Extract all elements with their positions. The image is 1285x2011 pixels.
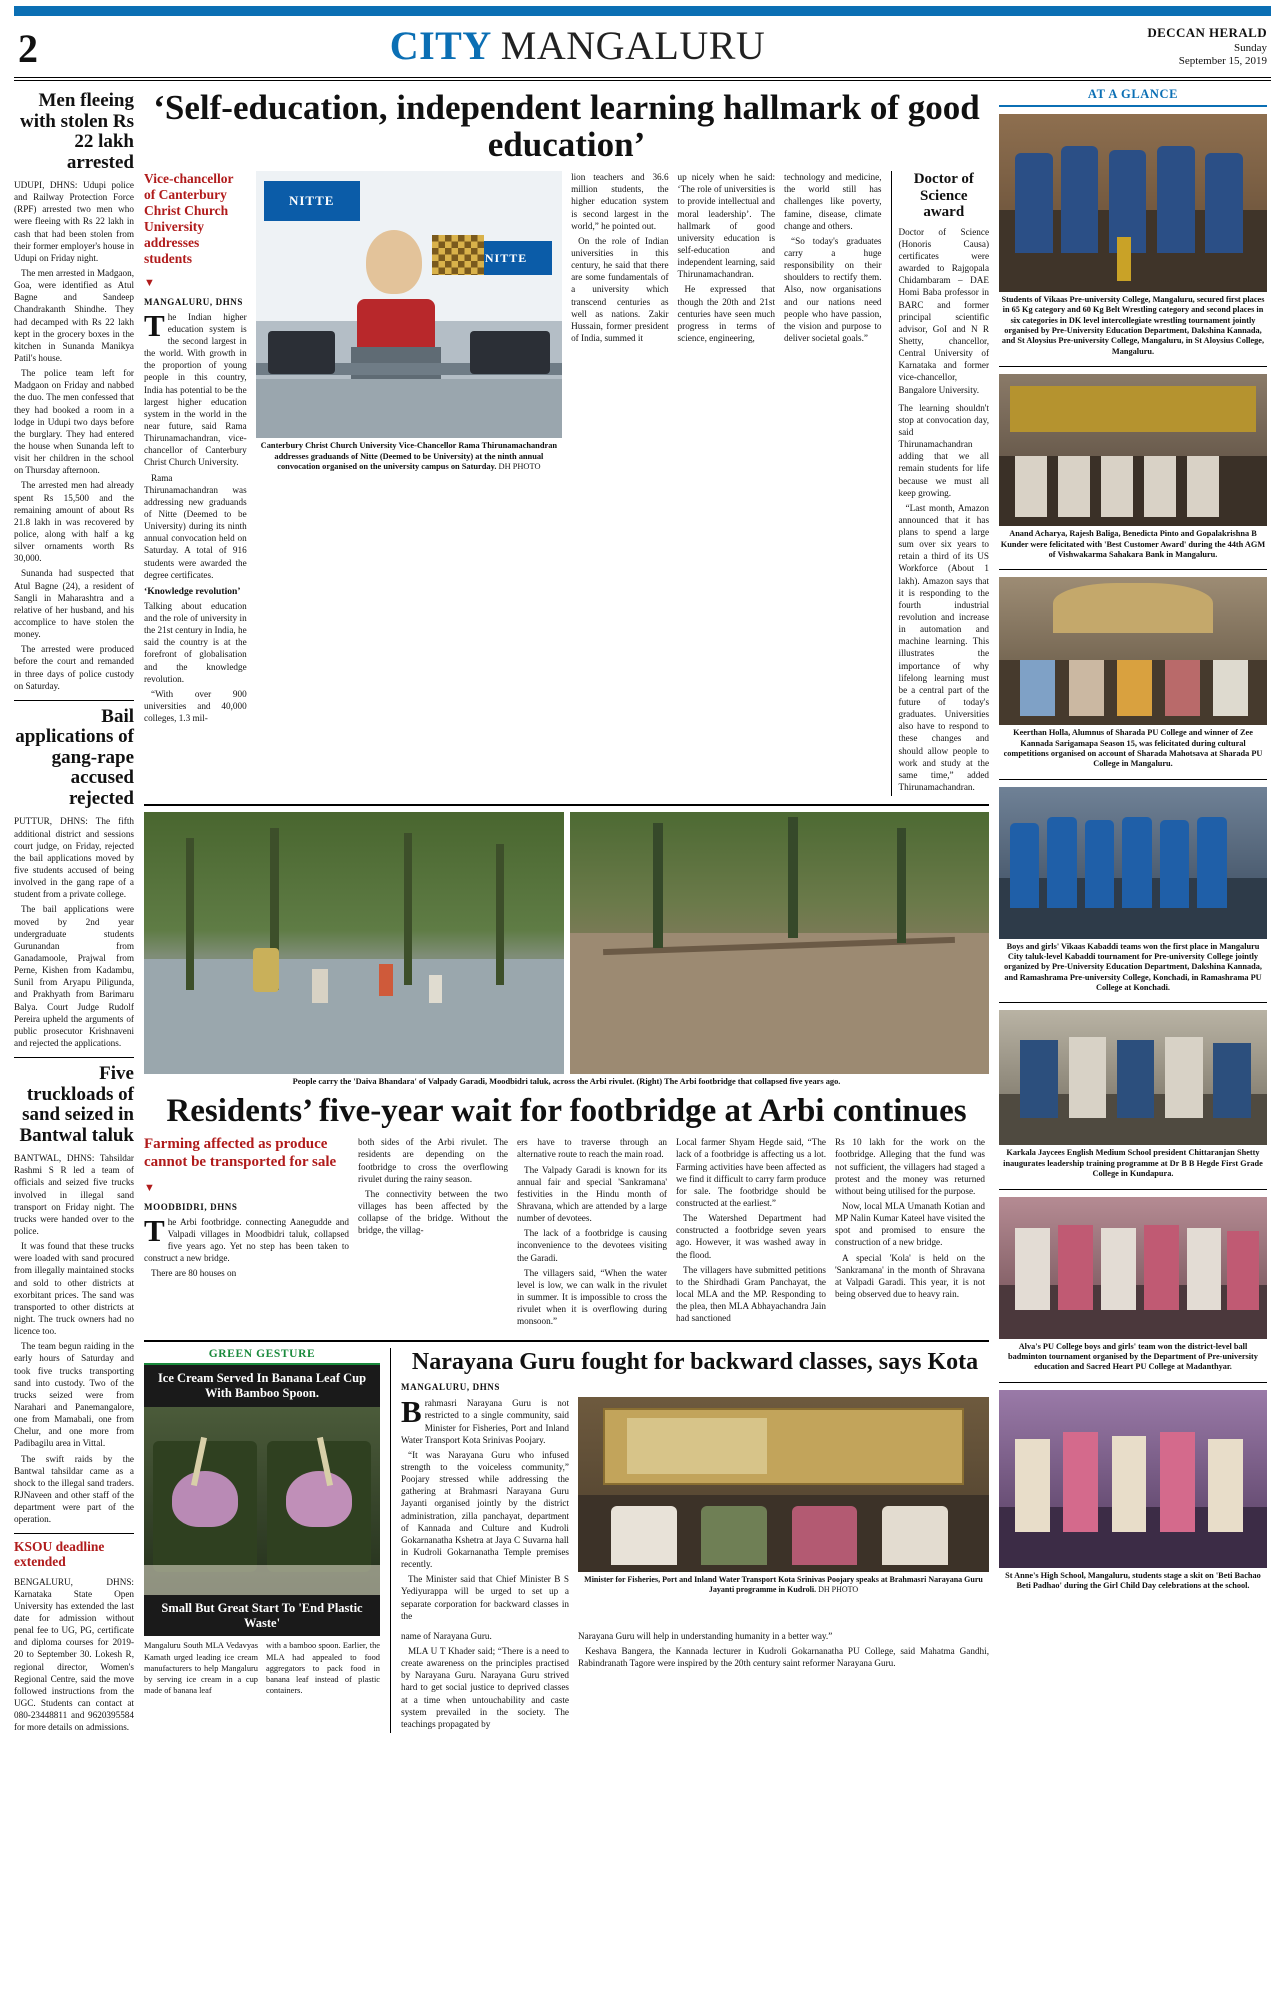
main-top-block	[144, 171, 989, 796]
at-a-glance-rail	[999, 87, 1267, 1600]
green-caption-left	[144, 1640, 258, 1698]
main-body-col2	[571, 171, 668, 347]
page-columns	[14, 87, 1271, 1736]
glance-item	[999, 787, 1267, 994]
glance-photo	[999, 787, 1267, 939]
green-overlay-top: Ice Cream Served In Banana Leaf Cup With Bamboo Spoon.	[144, 1365, 380, 1407]
body-men-fleeing	[14, 179, 134, 692]
paragraph: The connectivity between the two villages has been affected by the collapse of the bridge. Without the bridge, the villag-	[358, 1188, 508, 1236]
paragraph: PUTTUR, DHNS: The fifth additional district and sessions court judge, on Friday, rejected the bail applications moved by five students accused of being involved in the gang rape of a student from a private college.	[14, 816, 134, 900]
arbi-photo-caption: People carry the 'Daiva Bhandara' of Valpady Garadi, Moodbidri taluk, across the Arbi rivulet. (Right) The Arbi footbridge that collapsed five years ago.	[292, 1077, 841, 1087]
arbi-body-block	[144, 1136, 989, 1330]
at-a-glance-title: AT A GLANCE	[1087, 87, 1179, 101]
paragraph: BANTWAL, DHNS: Tahsildar Rashmi S R led a team of officials and seized five trucks involved in illegal sand transport on Friday night. The trucks were handed over to the police.	[14, 1153, 134, 1236]
arbi-kicker: Farming affected as produce cannot be transported for sale	[144, 1136, 337, 1170]
glance-caption: Alva's PU College boys and girls' team won the district-level ball badminton tournament organised by the Department of Pre-university education and Sacred Heart PU College at Madanthyar.	[1008, 1341, 1258, 1372]
narayana-section	[390, 1348, 989, 1733]
paragraph: There are 80 houses on	[151, 1268, 237, 1279]
glance-divider	[999, 569, 1267, 570]
paragraph: technology and medicine, the world still has challenges like poverty, famine, disease, climate change and others.	[784, 172, 882, 231]
paragraph: It was found that these trucks were loaded with sand procured from illegally maintained stocks and sold to other districts at exorbitant prices. The sand was transported to other districts at night. The truck owners had no licence too.	[14, 1241, 134, 1337]
photo-credit: DH PHOTO	[818, 1585, 859, 1595]
paragraph: Mangaluru South MLA Vedavyas Kamath urged leading ice cream manufacturers to help Mangaluru by serving ice cream in a cup made of banana leaf	[144, 1641, 258, 1695]
main-body-col5	[899, 402, 990, 794]
glance-item	[999, 114, 1267, 357]
paragraph: name of Narayana Guru.	[401, 1630, 492, 1641]
narayana-photo-block	[578, 1397, 989, 1595]
green-gesture-photo	[144, 1407, 380, 1595]
glance-caption: Anand Acharya, Rajesh Baliga, Benedicta Pinto and Gopalakrishna B Kunder were felicitated with 'Best Customer Award' during the 44th AGM of Vishwakarma Sahakara Bank in Mangaluru.	[1000, 529, 1266, 559]
paragraph: “So today's graduates carry a huge responsibility on their shoulders to rectify them. Also, now organisations and our nations need people who have passion, the vision and purpose to deliver societal goals.”	[784, 235, 882, 344]
left-divider-2	[14, 1057, 134, 1058]
glance-item	[999, 577, 1267, 769]
headline-men-fleeing: Men fleeing with stolen Rs 22 lakh arrested	[19, 90, 134, 173]
paragraph: On the role of Indian universities in this century, he said that there are some fundamentals of a university which transcend centuries as well as nations. Zakir Hussain, former president of India, summed it	[571, 235, 669, 344]
caption-text: Canterbury Christ Church University Vice-Chancellor Rama Thirunamachandran addresses graduands of Nitte (Deemed to be University) at the ninth annual convocation organised on the university campus on Saturday.	[260, 441, 558, 472]
main-photo	[256, 171, 562, 438]
narayana-photo-caption	[578, 1575, 989, 1595]
paragraph: Narayana Guru will help in understanding humanity in a better way.”	[578, 1630, 833, 1641]
headline-arbi: Residents’ five-year wait for footbridge at Arbi continues	[166, 1092, 967, 1129]
glance-caption: Students of Vikaas Pre-university College, Mangaluru, secured first places in 65 Kg category and 60 Kg Belt Wrestling category and second places in six categories in DK level intercollegiate wrestling tournament jointly organised by Pre-University Education Department, Dakshina Kannada, and St Aloysius Pre-university College, Mangaluru, in St Aloysius College, Mangaluru.	[1001, 295, 1265, 356]
main-body-col4	[784, 171, 881, 347]
paragraph: BENGALURU, DHNS: Karnataka State Open University has extended the last date for admission without penal fee to UG, PG, certificate and diploma courses for 2019-20 to September 30. Lokesh R, regional director, Women's Regional Centre, said the move followed instructions from the UGC. Students can contact at 080-23448811 and 9620395584 for more details on admissions.	[14, 1576, 134, 1733]
arbi-photo-left	[144, 812, 564, 1074]
caption-text: Minister for Fisheries, Port and Inland Water Transport Kota Srinivas Poojary speaks at Brahmasri Narayana Guru Jayanti programme in Kudroli.	[584, 1575, 983, 1595]
publication-info	[1047, 25, 1267, 69]
narayana-body-block	[401, 1394, 989, 1625]
paragraph: Local farmer Shyam Hegde said, “The lack of a footbridge is affecting us a lot. Farming activities have been affected as we find it difficult to carry farm produce for sale. The footbridge should be constructed at the earliest.”	[676, 1137, 826, 1208]
paragraph: The swift raids by the Bantwal tahsildar came as a shock to the illegal sand traders. RJNaveen and other staff of the department were part of the operation.	[14, 1453, 134, 1525]
arbi-kicker-arrow-icon: ▼	[144, 1181, 155, 1194]
body-bail	[14, 815, 134, 1049]
arbi-body-col4	[676, 1136, 826, 1327]
arbi-body-col5	[835, 1136, 985, 1303]
body-sand	[14, 1152, 134, 1525]
glance-divider	[999, 779, 1267, 780]
paragraph: A special 'Kola' is held on the 'Sankramana' in the month of Shravana at Valpadi Garadi. This year, it is not being observed due to heavy rain.	[835, 1252, 985, 1299]
headline-ksou: KSOU deadline extended	[14, 1539, 105, 1569]
arbi-photo-right	[570, 812, 990, 1074]
arbi-body-col1	[144, 1212, 349, 1280]
narayana-body-col2	[401, 1630, 569, 1733]
main-kicker: Vice-chancellor of Canterbury Christ Church University addresses students	[144, 171, 234, 266]
bottom-divider	[144, 1340, 989, 1342]
glance-divider	[999, 1189, 1267, 1190]
paragraph: ers have to traverse through an alternative route to reach the main road.	[517, 1137, 667, 1160]
newspaper-page	[0, 6, 1285, 1746]
main-photo-block	[256, 171, 562, 473]
paragraph: both sides of the Arbi rivulet. The residents are depending on the footbridge to cross the overflowing rivulet during the rainy season.	[358, 1137, 508, 1184]
paragraph: Doctor of Science (Honoris Causa) certificates were awarded to Rajgopala Chidambaram – DAE Homi Baba professor in BARC and former principal scientific advisor, GoI and N R Shetty, chancellor, Central University of Karnataka and former vice-chancellor, Bangalore University.	[898, 226, 990, 395]
left-divider-3	[14, 1533, 134, 1534]
glance-item	[999, 1010, 1267, 1179]
paragraph: The lack of a footbridge is causing inconvenience to the devotees visiting the Garadi.	[517, 1228, 667, 1263]
top-blue-bar	[14, 6, 1271, 16]
main-body-col3	[678, 171, 775, 347]
doctor-of-science-box	[891, 171, 990, 796]
glance-photo	[999, 114, 1267, 292]
glance-item	[999, 1390, 1267, 1592]
glance-caption: Keerthan Holla, Alumnus of Sharada PU College and winner of Zee Kannada Sarigamapa Season 15, was felicitated during cultural competitions organised on account of Sharada Mahotsava at Sharada PU College in Mangaluru.	[1003, 728, 1263, 769]
main-dateline: MANGALURU, DHNS	[144, 296, 243, 307]
arbi-kicker-col	[144, 1136, 349, 1282]
glance-photo	[999, 1390, 1267, 1568]
paragraph: The men arrested in Madgaon, Goa, were identified as Atul Bagne and Sandeep Chandrakanth Shindhe. They had decamped with Rs 22 lakh kept in the grocery boxes in the kitchen in Sunanda Manikya Patil's house.	[14, 268, 134, 364]
banner-logo-left: NITTE	[264, 181, 360, 221]
green-gesture-section	[144, 1348, 380, 1698]
left-story-sand	[14, 1064, 134, 1525]
glance-caption: Boys and girls' Vikaas Kabaddi teams won the first place in Mangaluru City taluk-level Kabaddi tournament for Pre-university College jointly organized by Pre-University Education Department, Dakshina Kannada, and Ramashrama Pre-university College, Konchadi, in Ramashrama PU College at Konchadi.	[1004, 941, 1262, 993]
paragraph: The Watershed Department had constructed a footbridge seven years ago. However, it was washed away in the flood.	[676, 1213, 826, 1260]
section-title	[108, 22, 1047, 69]
glance-photo	[999, 374, 1267, 526]
masthead-rule	[14, 77, 1271, 78]
left-divider-1	[14, 700, 134, 701]
paragraph: lion teachers and 36.6 million students, the higher education system is second largest in the world,” he pointed out.	[571, 172, 669, 231]
paragraph: Brahmasri Narayana Guru is not restricted to a single community, said Minister for Fisheries, Port and Inland Water Transport Kota Srinivas Poojary.	[401, 1394, 569, 1445]
main-photo-caption	[256, 441, 562, 473]
masthead-rule-2	[14, 80, 1271, 81]
paragraph: The team begun raiding in the early hours of Saturday and took five trucks transporting sand into custody. Two of the trucks seized were from Narahari and Panemangalore, one from Mamabali, one from Chelur, and one more from Padibagilu area in Vittal.	[14, 1341, 134, 1449]
glance-item	[999, 1197, 1267, 1373]
paragraph: Now, local MLA Umanath Kotian and MP Nalin Kumar Kateel have visited the spot and promised to ensure the construction of a new bridge.	[835, 1201, 985, 1248]
section-title-sub: MANGALURU	[500, 23, 766, 68]
main-divider	[144, 804, 989, 806]
photo-credit: DH PHOTO	[498, 462, 541, 472]
main-column	[144, 87, 989, 1733]
paragraph: The Minister said that Chief Minister B S Yediyurappa will be urged to set up a separate corporation for backward classes in the	[401, 1574, 569, 1621]
paragraph: The villagers said, “When the water level is low, we can walk in the rivulet in summer. It is impossible to cross the rivulet when it is overflowing during monsoon.”	[517, 1267, 667, 1327]
headline-narayana: Narayana Guru fought for backward classes, says Kota	[411, 1349, 979, 1376]
green-caption-row	[144, 1640, 380, 1698]
speaker-figure	[366, 230, 422, 294]
page-number: 2	[18, 26, 38, 71]
main-body-col1	[144, 307, 247, 581]
glance-photo	[999, 1010, 1267, 1145]
paragraph: The villagers have submitted petitions to the Shirdhadi Gram Panchayat, the local MLA and the MP. Responding to the plea, then MLA Abhayachandra Jain had sanctioned	[676, 1264, 826, 1324]
paragraph: The Arbi footbridge. connecting Aanegudde and Valpadi villages in Moodbidri taluk, collapsed five years ago. Yet no step has been taken to construct a new bridge.	[144, 1212, 349, 1264]
paragraph: The Valpady Garadi is known for its annual fair and special 'Sankramana' festivities in the Hindu month of Shravana, which are attended by a large number of devotees.	[517, 1164, 667, 1224]
glance-divider	[999, 1002, 1267, 1003]
body-ksou	[14, 1576, 134, 1734]
left-story-ksou	[14, 1540, 134, 1733]
narayana-dateline: MANGALURU, DHNS	[401, 1382, 500, 1393]
paragraph: MLA U T Khader said; “There is a need to create awareness on the principles practised by Narayana Guru. Narayana Guru strived hard to get social justice to deprived classes at a time when untouchability and caste system prevailed in the society. The teachings propagated by	[401, 1645, 569, 1729]
paragraph: He expressed that though the 20th and 21st centuries have seen much progress in terms of science, engineering,	[677, 284, 776, 344]
paragraph: “Last month, Amazon announced that it has plans to spend a large sum over six years to retain a third of its US Workforce (About 1 lakh). Amazon says that it is responding to the fourth industrial revolution and increase in automation and machine learning. This illustrates the importance of why lifelong learning must be a central part of the future of today's graduates. Universities also have to respond to these changes and should allow people to work and study at the same time,” added Thirunamachandran.	[898, 502, 990, 793]
main-subhead: ‘Knowledge revolution’	[144, 585, 241, 597]
paragraph: The arrested were produced before the court and remanded in three days of police custody on Saturday.	[14, 644, 134, 691]
paragraph: up nicely when he said: ‘The role of universities is to provide intellectual and moral leadership’. The hallmark of good university education is self-education and independent learning, said Thirunamachandran.	[677, 172, 776, 280]
glance-photo	[999, 577, 1267, 725]
left-story-bail	[14, 707, 134, 1049]
paragraph: Rama Thirunamachandran was addressing new graduands of Nitte (Deemed to be University) during its ninth annual convocation held on Saturday. A total of 916 students were awarded the degree certificates.	[144, 472, 247, 580]
main-headline: ‘Self-education, independent learning hallmark of good education’	[153, 88, 980, 165]
publication-day: Sunday	[1234, 41, 1267, 54]
kicker-arrow-icon: ▼	[144, 276, 155, 289]
paragraph: with a bamboo spoon. Earlier, the MLA had appealed to food aggregators to pack food in banana leaf instead of plastic containers.	[266, 1641, 380, 1695]
sidebox-body	[899, 226, 990, 396]
paragraph: The police team left for Madgaon on Friday and nabbed the duo. The men confessed that they had booked a room in a lodge in Udupi two days before the burglary. They had entered the house when Sunanda left to visit her children in the school on Thursday afternoon.	[14, 368, 134, 476]
glance-caption: Karkala Jaycees English Medium School president Chittaranjan Shetty inaugurates leadership training programme at Dr B B Hegde First Grade College in Kundapura.	[1003, 1148, 1263, 1179]
publication-date: September 15, 2019	[1178, 55, 1267, 68]
narayana-body-col3	[578, 1630, 989, 1733]
arbi-photos	[144, 812, 989, 1074]
paragraph: Keshava Bangera, the Kannada lecturer in Kudroli Gokarnanatha PU College, said Mahatma Gandhi, Rabindranath Tagore were inspired by the 20th century saint reformer Narayana Guru.	[578, 1645, 989, 1669]
left-story-men-fleeing	[14, 91, 134, 692]
decor-checker	[432, 235, 484, 275]
glance-caption: St Anne's High School, Mangaluru, students stage a skit on 'Beti Bachao Beti Padhao' during the Girl Child Day celebrations at the school.	[1005, 1570, 1261, 1590]
green-caption-right	[266, 1640, 380, 1698]
at-a-glance-rule	[999, 105, 1267, 107]
narayana-photo	[578, 1397, 989, 1572]
glance-divider	[999, 366, 1267, 367]
green-gesture-label: GREEN GESTURE	[208, 1348, 316, 1361]
paragraph: The arrested men had already spent Rs 15,500 and the remaining amount of about Rs 21.8 lakh in was recovered by police, along with half a kg silver ornaments worth Rs 30,000.	[14, 480, 134, 564]
paragraph: The bail applications were moved by 2nd year undergraduate students Gurunandan from Ganadamoole, Prajwal from Perne, Kishen from Kadambu, Sunil from Aryapu Piligunda, and Prakhyath from Barimaru Balya. Court Judge Rudolf Pereira upheld the arguments of public prosecutor Krishnaveni and rejected the applications.	[14, 904, 134, 1048]
section-title-city	[390, 22, 766, 69]
arbi-body-col3	[517, 1136, 667, 1330]
green-overlay-bottom: Small But Great Start To 'End Plastic Waste'	[144, 1595, 380, 1637]
glance-photo	[999, 1197, 1267, 1339]
paragraph: “With over 900 universities and 40,000 colleges, 1.3 mil-	[144, 688, 247, 724]
arbi-dateline: MOODBIDRI, DHNS	[144, 1201, 238, 1212]
paragraph: Rs 10 lakh for the work on the footbridge. Alleging that the fund was not sufficient, the villagers had staged a protest and the money was returned without being utilised for the purpose.	[835, 1137, 985, 1196]
paragraph: The learning shouldn't stop at convocation day, said Thirunamachandran adding that we all remain students for life because we must all keep growing.	[898, 402, 990, 498]
paragraph: The Indian higher education system is the second largest in the world. With growth in the proportion of young people in this country, India has potential to be the largest higher education system in the world in the near future, said Rama Thirunamachandran, vice-chancellor of Canterbury Christ Church University.	[144, 307, 247, 468]
paragraph: Sunanda had suspected that Atul Bagne (24), a resident of Sangli in Maharashtra and a relative of her husband, and his accomplice to have stolen the money.	[14, 568, 134, 640]
left-column	[14, 87, 134, 1736]
headline-bail: Bail applications of gang-rape accused rejected	[15, 705, 134, 809]
paragraph: “It was Narayana Guru who infused strength to the voiceless community,” Poojary stressed while addressing the gathering at Brahmasri Narayana Guru Jayanti organised jointly by the district administration, zilla panchayat, department of Kannada and Culture and Kudroli Gokarnanatha Kshetra at Jaya C Suvarna hall in Kudroli Gokarnanatha Temple premises recently.	[401, 1449, 569, 1570]
headline-sand: Five truckloads of sand seized in Bantwal taluk	[19, 1063, 134, 1146]
publication-name: DECCAN HERALD	[1147, 25, 1267, 41]
sidebox-title: Doctor of Science award	[913, 171, 974, 221]
masthead	[14, 16, 1271, 73]
glance-item	[999, 374, 1267, 560]
glance-divider	[999, 1382, 1267, 1383]
paragraph: Talking about education and the role of university in the 21st century in India, he said the country is at the forefront of globalisation and the knowledge revolution.	[144, 600, 247, 684]
main-body-col1b	[144, 600, 247, 724]
banner-logo-right: NITTE	[460, 241, 552, 275]
paragraph: UDUPI, DHNS: Udupi police and Railway Protection Force (RPF) arrested two men who were fleeing with Rs 22 lakh in cash that had been stolen from their former employer's house in Udupi on Friday night.	[14, 180, 134, 263]
narayana-body-col1	[401, 1394, 569, 1625]
arbi-body-col2	[358, 1136, 508, 1239]
section-title-main: CITY	[389, 23, 491, 68]
bottom-block	[144, 1348, 989, 1733]
narayana-lower-cols	[401, 1630, 989, 1733]
main-kicker-col	[144, 171, 247, 727]
